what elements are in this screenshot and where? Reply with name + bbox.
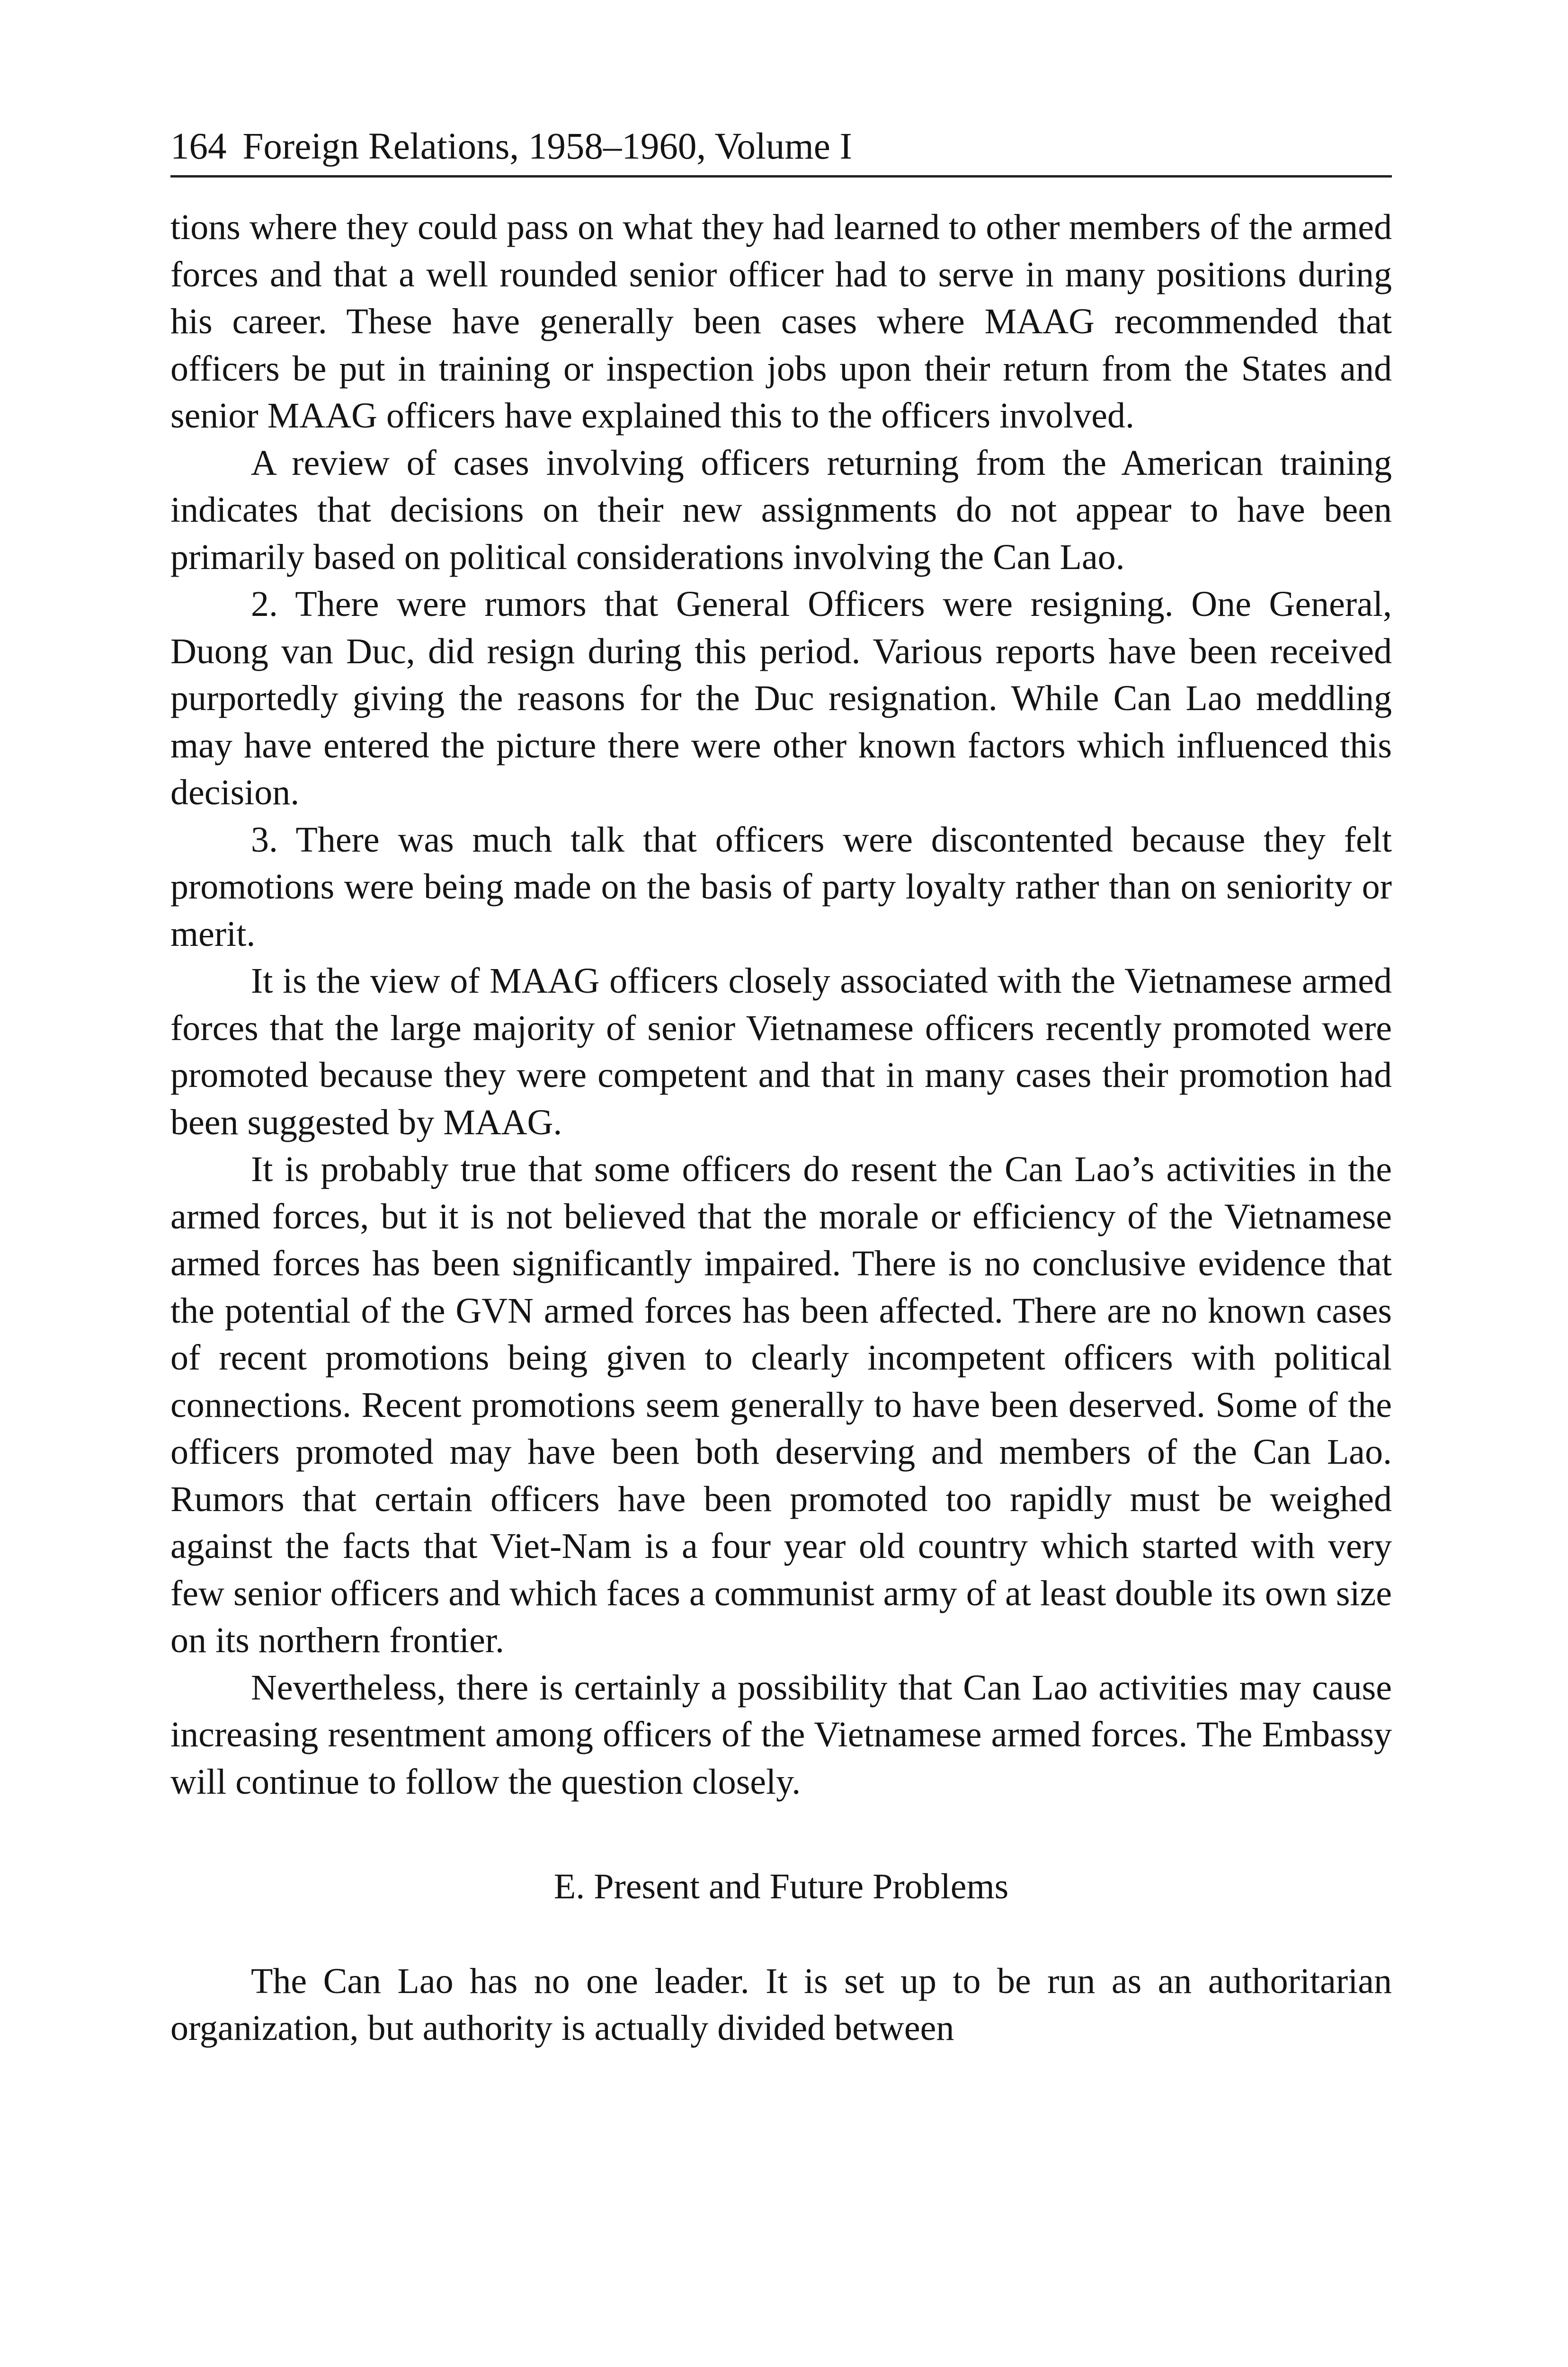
paragraph: It is the view of MAAG officers closely associated with the Vietnamese armed forces that the large majority of senior Vietnamese officers recently promoted were promoted because they were competent and that in many cases their promotion had been suggested by MAAG. xyxy=(170,961,1392,1142)
paragraph-continued: tions where they could pass on what they had learned to other members of the armed forces and that a well rounded senior officer had to serve in many positions during his career. These have generally been cases where MAAG recommended that officers be put in training or inspection jobs upon their return from the States and senior MAAG officers have explained this to the officers involved. xyxy=(170,207,1392,436)
section-heading: E. Present and Future Problems xyxy=(553,1867,1009,1906)
paragraph-item-3: 3. There was much talk that officers were discontented because they felt promotions were being made on the basis of party loyalty rather than on seniority or merit. xyxy=(170,819,1392,954)
document-page xyxy=(170,123,1392,2052)
body-text xyxy=(170,204,1392,2052)
page-number: 164 xyxy=(170,126,227,167)
volume-title: Foreign Relations, 1958–1960, Volume I xyxy=(242,126,852,167)
paragraph: It is probably true that some officers do resent the Can Lao’s activities in the armed forces, but it is not believed that the morale or efficiency of the Vietnamese armed forces has been significantly impaired. There is no conclusive evidence that the potential of the GVN armed forces has been affected. There are no known cases of recent promotions being given to clearly incompetent officers with political connections. Recent promotions seem generally to have been deserved. Some of the officers promoted may have been both deserving and members of the Can Lao. Rumors that certain officers have been promoted too rapidly must be weighed against the facts that Viet-Nam is a four year old country which started with very few senior officers and which faces a communist army of at least double its own size on its northern frontier. xyxy=(170,1149,1392,1660)
paragraph: A review of cases involving officers returning from the American training indicates that decisions on their new assignments do not appear to have been primarily based on political considerations involving the Can Lao. xyxy=(170,443,1392,577)
paragraph: Nevertheless, there is certainly a possibility that Can Lao activities may cause increasing resentment among officers of the Vietnamese armed forces. The Embassy will continue to follow the question closely. xyxy=(170,1667,1392,1802)
paragraph: The Can Lao has no one leader. It is set up to be run as an authoritarian organization, but authority is actually divided between xyxy=(170,1961,1392,2048)
paragraph-item-2: 2. There were rumors that General Officers were resigning. One General, Duong van Duc, did resign during this period. Various reports have been received purportedly giving the reasons for the Duc resignation. While Can Lao meddling may have entered the picture there were other known factors which influenced this decision. xyxy=(170,584,1392,812)
running-head xyxy=(170,123,1392,178)
